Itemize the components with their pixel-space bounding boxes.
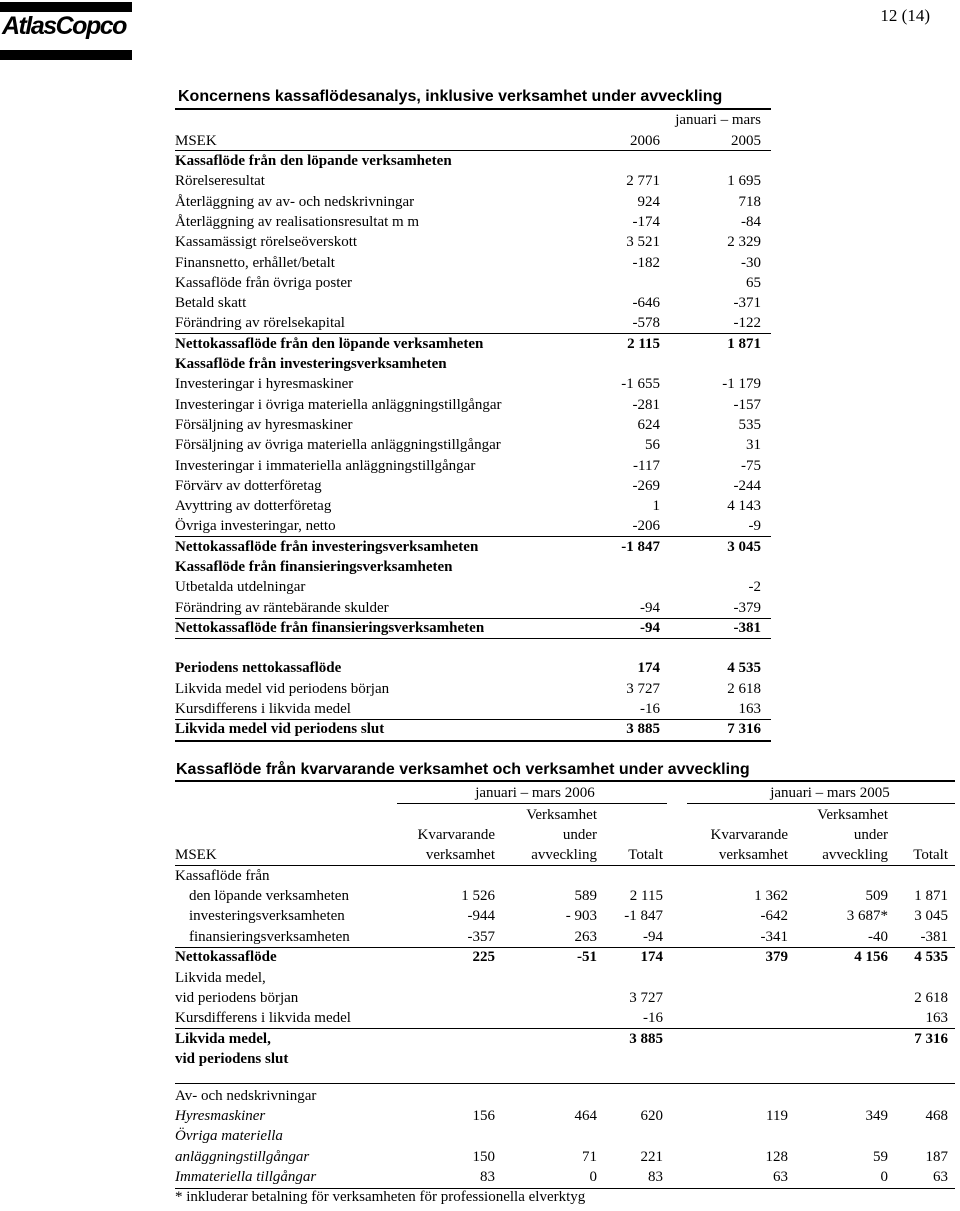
col-ua-2005-line2: under	[853, 827, 888, 843]
cell-value: -357	[467, 928, 495, 945]
cell-value: 63	[773, 1169, 788, 1186]
cell-value: -16	[643, 1010, 663, 1027]
segment-period-row	[175, 783, 955, 803]
cell-value: -51	[577, 949, 597, 966]
segment-row	[175, 1029, 955, 1049]
value-2005: -244	[733, 477, 761, 494]
period-2006: januari – mars 2006	[475, 785, 595, 801]
cell-value: 263	[574, 928, 597, 945]
row-label: Kursdifferens i likvida medel	[175, 1010, 351, 1027]
value-2005: -84	[741, 213, 761, 230]
value-2005: -9	[748, 518, 761, 535]
value-2005: -1 179	[722, 376, 761, 393]
value-2006: -117	[633, 457, 660, 474]
row-label: Kassaflöde från investeringsverksamheten	[175, 356, 447, 372]
value-2005: -122	[733, 315, 761, 332]
cashflow-row	[175, 354, 771, 374]
value-2006: -94	[640, 599, 660, 616]
row-label: Återläggning av realisationsresultat m m	[175, 213, 420, 230]
value-2005: 1 695	[727, 173, 761, 190]
footnote: * inkluderar betalning för verksamheten för professionella elverktyg	[175, 1189, 586, 1205]
value-2006: -174	[632, 213, 660, 230]
row-label: Likvida medel,	[175, 1030, 271, 1047]
period-2005: januari – mars 2005	[770, 785, 890, 801]
depreciation-header-row	[175, 1086, 955, 1106]
col-header-row-3	[175, 845, 955, 865]
table2-title: Kassaflöde från kvarvarande verksamhet och verksamhet under avveckling	[176, 761, 750, 778]
row-label: Förändring av räntebärande skulder	[175, 599, 389, 616]
row-label: Övriga materiella	[175, 1128, 283, 1145]
value-2006: -281	[632, 396, 660, 413]
segment-row	[175, 886, 955, 906]
row-label: Återläggning av av- och nedskrivningar	[175, 193, 415, 210]
segment-row	[175, 1049, 955, 1069]
cell-value: 349	[865, 1108, 888, 1124]
col-ua-2006-line1: Verksamhet	[526, 807, 597, 823]
value-2005: 163	[738, 700, 761, 717]
value-2005: -2	[748, 579, 761, 596]
segment-row	[175, 906, 955, 926]
cashflow-row	[175, 456, 771, 476]
cashflow-row	[175, 395, 771, 415]
period-2005-rule	[687, 803, 955, 804]
value-2005: 2 329	[727, 234, 761, 251]
row-label: Nettokassaflöde från den löpande verksamheten	[175, 335, 484, 352]
row-label: Hyresmaskiner	[175, 1108, 266, 1124]
row-label: Likvida medel,	[175, 969, 266, 986]
cell-value: 221	[640, 1148, 663, 1165]
row-label: Förvärv av dotterföretag	[175, 477, 322, 494]
cell-value: 3 045	[914, 908, 948, 925]
table2-title-rule	[175, 780, 955, 782]
value-2005: -371	[733, 295, 761, 312]
segment-msek-label: MSEK	[175, 847, 217, 863]
cell-value: 589	[574, 888, 597, 904]
row-label: finansieringsverksamheten	[189, 928, 350, 945]
row-label: den löpande verksamheten	[189, 888, 349, 904]
cell-value: 3 885	[629, 1030, 663, 1047]
value-2005: 535	[738, 416, 761, 433]
row-label: Kassaflöde från finansieringsverksamheten	[175, 559, 453, 575]
page-number: 12 (14)	[880, 6, 930, 25]
cell-value: 3 727	[629, 990, 663, 1006]
cell-value: 59	[873, 1148, 888, 1165]
row-label: Periodens nettokassaflöde	[175, 660, 342, 677]
cell-value: -642	[760, 908, 788, 925]
row-label: Likvida medel vid periodens slut	[175, 721, 385, 738]
section-end-rule	[175, 638, 771, 639]
value-2005: -157	[733, 396, 761, 413]
row-label: Nettokassaflöde från finansieringsverksamheten	[175, 619, 485, 636]
cashflow-row	[175, 273, 771, 293]
cell-value: 509	[865, 888, 888, 904]
cell-value: 468	[925, 1108, 948, 1124]
table1-title: Koncernens kassaflödesanalys, inklusive verksamhet under avveckling	[178, 88, 723, 105]
cell-value: -944	[467, 908, 495, 925]
period-2006-rule	[397, 803, 667, 804]
msek-label: MSEK	[175, 133, 217, 149]
value-2006: -646	[632, 295, 660, 312]
cell-value: 379	[765, 949, 788, 966]
value-2005: 718	[738, 193, 761, 210]
cell-value: 1 362	[754, 888, 788, 904]
cell-value: 1 871	[914, 888, 948, 904]
row-label: Förändring av rörelsekapital	[175, 315, 345, 332]
row-label: anläggningstillgångar	[175, 1148, 310, 1165]
cashflow-row	[175, 232, 771, 252]
cashflow-row	[175, 496, 771, 516]
cell-value: 2 115	[629, 888, 663, 904]
cell-value: 71	[582, 1148, 597, 1165]
row-label: Investeringar i övriga materiella anläggningstillgångar	[175, 396, 502, 413]
row-label: Betald skatt	[175, 295, 247, 312]
col-kv-2006-line2: verksamhet	[425, 847, 495, 863]
row-label: Övriga investeringar, netto	[175, 518, 336, 535]
year-2005: 2005	[731, 133, 761, 149]
cell-value: 4 535	[914, 949, 948, 966]
value-2006: 1	[652, 498, 660, 515]
cashflow-row	[175, 598, 771, 618]
cell-value: -94	[643, 928, 663, 945]
cashflow-row	[175, 618, 771, 638]
cell-value: 128	[765, 1148, 788, 1165]
col-kv-2005-line2: verksamhet	[718, 847, 788, 863]
row-label: Försäljning av hyresmaskiner	[175, 416, 353, 433]
depreciation-header: Av- och nedskrivningar	[175, 1088, 317, 1104]
cashflow-row	[175, 192, 771, 212]
value-2005: 31	[746, 437, 761, 454]
value-2005: 65	[746, 274, 761, 291]
segment-row	[175, 968, 955, 988]
cell-value: 620	[640, 1108, 663, 1124]
cell-value: -381	[920, 928, 948, 945]
cell-value: -341	[760, 928, 788, 945]
row-label: Kassaflöde från övriga poster	[175, 274, 353, 291]
col-header-row-1	[175, 805, 955, 825]
cell-value: 7 316	[914, 1030, 948, 1047]
period-header-row	[175, 110, 771, 130]
cell-value: 83	[648, 1169, 663, 1186]
value-2006: 3 885	[626, 721, 660, 738]
row-label: Rörelseresultat	[175, 173, 265, 190]
row-label: Investeringar i immateriella anläggningstillgångar	[175, 457, 476, 474]
cashflow-row	[175, 151, 771, 171]
value-2006: 624	[637, 416, 660, 433]
value-2006: -578	[632, 315, 660, 332]
segment-row	[175, 988, 955, 1008]
value-2005: -30	[741, 254, 761, 271]
value-2005: 4 535	[727, 660, 761, 677]
row-label: Kassamässigt rörelseöverskott	[175, 234, 358, 251]
col-ua-2006-line2: under	[562, 827, 597, 843]
row-label: Kursdifferens i likvida medel	[175, 700, 351, 717]
segment-row	[175, 1126, 955, 1146]
year-header-row	[175, 131, 771, 151]
cashflow-row	[175, 374, 771, 394]
row-label: Kassaflöde från den löpande verksamheten	[175, 153, 452, 169]
cell-value: 174	[640, 949, 663, 966]
value-2006: 3 727	[626, 680, 660, 697]
logo-bottom-bar	[0, 50, 132, 60]
cell-value: 3 687*	[846, 908, 888, 925]
value-2006: -16	[640, 700, 660, 717]
value-2005: 7 316	[727, 721, 761, 738]
cashflow-row	[175, 577, 771, 597]
value-2005: 2 618	[727, 680, 761, 697]
cell-value: 1 526	[461, 888, 495, 904]
cashflow-row	[175, 719, 771, 739]
cashflow-row	[175, 334, 771, 354]
value-2006: 924	[637, 193, 660, 210]
cashflow-row	[175, 537, 771, 557]
cell-value: 187	[925, 1148, 948, 1165]
row-label: vid periodens slut	[175, 1051, 289, 1068]
cashflow-row	[175, 171, 771, 191]
section-header: Kassaflöde från	[175, 868, 270, 884]
cashflow-row	[175, 658, 771, 678]
row-label: Immateriella tillgångar	[175, 1169, 317, 1186]
section-header-row	[175, 866, 955, 886]
col-ua-2005-line3: avveckling	[822, 847, 888, 863]
col-total-2005: Totalt	[913, 847, 948, 863]
logo-top-bar	[0, 2, 132, 12]
segment-row	[175, 1147, 955, 1167]
cell-value: 464	[574, 1108, 597, 1124]
cashflow-row	[175, 699, 771, 719]
col-total-2006: Totalt	[628, 847, 663, 863]
row-label: Likvida medel vid periodens början	[175, 680, 390, 697]
row-label: Försäljning av övriga materiella anläggningstillgångar	[175, 437, 501, 454]
cashflow-row	[175, 212, 771, 232]
cashflow-row	[175, 557, 771, 577]
atlas-copco-logo	[0, 0, 132, 62]
cell-value: 156	[472, 1108, 495, 1124]
segment-row	[175, 947, 955, 967]
cell-value: 83	[480, 1169, 495, 1186]
value-2006: -1 655	[621, 376, 660, 393]
value-2006: -269	[632, 477, 660, 494]
cell-value: 2 618	[914, 990, 948, 1006]
value-2006: 174	[637, 660, 660, 677]
col-header-row-2	[175, 825, 955, 845]
segment-row	[175, 1008, 955, 1028]
cell-value: 163	[925, 1010, 948, 1027]
value-2005: 4 143	[727, 498, 761, 515]
cell-value: -1 847	[624, 908, 663, 925]
cell-value: 4 156	[854, 949, 888, 966]
cashflow-row	[175, 476, 771, 496]
col-kv-2006-line1: Kvarvarande	[417, 827, 495, 843]
cell-value: 119	[766, 1108, 788, 1124]
cell-value: -40	[868, 928, 888, 945]
row-label: investeringsverksamheten	[189, 908, 345, 925]
cashflow-row	[175, 679, 771, 699]
logo-wordmark: AtlasCopco	[2, 12, 126, 40]
period-label: januari – mars	[675, 112, 761, 128]
value-2006: 56	[645, 437, 660, 454]
year-2006: 2006	[630, 133, 660, 149]
row-label: Avyttring av dotterföretag	[175, 498, 332, 515]
segment-row	[175, 1167, 955, 1187]
value-2006: 3 521	[626, 234, 660, 251]
row-label: Nettokassaflöde	[175, 949, 277, 966]
row-label: Utbetalda utdelningar	[175, 579, 306, 596]
cell-value: - 903	[565, 908, 597, 925]
cell-value: 0	[880, 1169, 888, 1186]
value-2005: -75	[741, 457, 761, 474]
value-2005: -381	[733, 619, 761, 636]
segment-row	[175, 1106, 955, 1126]
col-kv-2005-line1: Kvarvarande	[710, 827, 788, 843]
cashflow-row	[175, 435, 771, 455]
value-2006: -1 847	[621, 538, 660, 555]
cashflow-row	[175, 253, 771, 273]
cell-value: 225	[472, 949, 495, 966]
cashflow-row	[175, 516, 771, 536]
cashflow-row	[175, 415, 771, 435]
cell-value: 0	[589, 1169, 597, 1186]
value-2006: 2 115	[627, 335, 660, 352]
value-2005: -379	[733, 599, 761, 616]
cell-value: 150	[472, 1148, 495, 1165]
row-label: Investeringar i hyresmaskiner	[175, 376, 354, 393]
col-ua-2006-line3: avveckling	[531, 847, 597, 863]
row-label: Finansnetto, erhållet/betalt	[175, 254, 335, 271]
cashflow-row	[175, 313, 771, 333]
value-2006: -94	[640, 619, 660, 636]
value-2006: -182	[632, 254, 660, 271]
value-2005: 1 871	[727, 335, 761, 352]
dep-top-rule	[175, 1083, 955, 1084]
value-2005: 3 045	[727, 538, 761, 555]
cashflow-row	[175, 293, 771, 313]
total-double-rule	[175, 740, 771, 742]
row-label: vid periodens början	[175, 990, 299, 1006]
segment-row	[175, 927, 955, 947]
cell-value: 63	[933, 1169, 948, 1186]
value-2006: -206	[632, 518, 660, 535]
col-ua-2005-line1: Verksamhet	[817, 807, 888, 823]
row-label: Nettokassaflöde från investeringsverksamheten	[175, 538, 479, 555]
value-2006: 2 771	[626, 173, 660, 190]
